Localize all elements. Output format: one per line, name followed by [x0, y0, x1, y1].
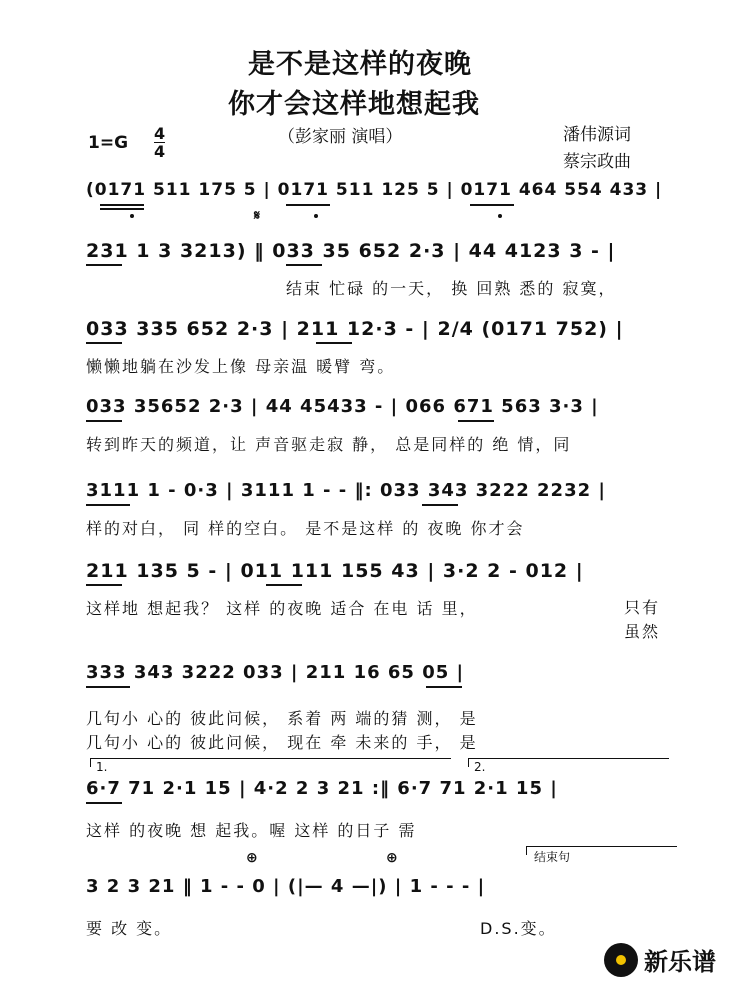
lyricist-credit: 潘伟源词: [563, 125, 631, 145]
notation: 333 343 3222 033 | 211 16 65 05 |: [86, 662, 465, 683]
underline: [286, 204, 330, 206]
staff-row-3: [86, 318, 670, 374]
lyric-ds-line: D.S.变。: [480, 919, 557, 938]
composer-credit: 蔡宗政曲: [563, 152, 631, 172]
song-title-line2: 你才会这样地想起我: [228, 89, 480, 120]
notation: 3 2 3 21 ‖ 1 - - 0 | (|— 4 —|) | 1 - - - |: [86, 876, 486, 897]
lyric-line: 样的对白， 同 样的空白。 是不是这样 的 夜晚 你才会: [86, 519, 525, 538]
octave-dot: [314, 214, 318, 218]
lyric-line: 要 改 变。: [86, 919, 173, 938]
coda-ending-label: 结束句: [534, 850, 571, 864]
underline: [100, 208, 144, 210]
octave-dot: [498, 214, 502, 218]
song-title-line1: 是不是这样的夜晚: [248, 49, 472, 80]
underline: [86, 264, 122, 266]
first-ending-label: 1.: [96, 760, 108, 774]
staff-row-9: [86, 850, 670, 938]
site-logo: [604, 942, 716, 977]
staff-row-8: [86, 760, 670, 840]
notation: (0171 511 175 5 | 0171 511 125 5 | 0171 464 554 433 |: [86, 180, 663, 200]
underline: [86, 342, 122, 344]
underline: [86, 584, 122, 586]
performer-credit: （彭家丽 演唱）: [278, 127, 403, 147]
staff-row-2: [86, 240, 670, 296]
lyric-line: 结束 忙碌 的一天， 换 回熟 悉的 寂寞，: [286, 279, 617, 298]
notation: 033 335 652 2·3 | 211 12·3 - | 2/4 (0171 752) |: [86, 318, 624, 340]
segno-mark: 𝄋: [254, 208, 261, 224]
site-logo-text: 新乐谱: [644, 948, 716, 976]
underline: [86, 504, 130, 506]
lyric-line: 转到昨天的频道，让 声音驱走寂 静， 总是同样的 绝 情，同: [86, 435, 572, 454]
lyric-line: 几句小 心的 彼此问候， 系着 两 端的猜 测， 是: [86, 709, 478, 728]
time-signature-denominator: 4: [154, 142, 166, 161]
underline: [86, 686, 130, 688]
lyric-line: 懒懒地躺在沙发上像 母亲温 暖臂 弯。: [86, 357, 396, 376]
notation: 3111 1 - 0·3 | 3111 1 - - ‖: 033 343 3222 2232 |: [86, 480, 606, 501]
octave-dot: [130, 214, 134, 218]
underline: [266, 584, 302, 586]
time-signature-numerator: 4: [154, 124, 166, 143]
staff-row-6: [86, 560, 670, 641]
lyric-line: 这样地 想起我？ 这样 的夜晚 适合 在电 话 里，: [86, 599, 478, 618]
underline: [426, 686, 462, 688]
lyric-alt-line: 几句小 心的 彼此问候， 现在 牵 未来的 手， 是: [86, 733, 478, 752]
staff-row-4: [86, 396, 670, 452]
underline: [86, 802, 122, 804]
coda-mark: ⊕: [246, 850, 258, 866]
key-signature: 1=G: [88, 133, 129, 153]
underline: [422, 504, 458, 506]
disc-icon: [604, 943, 638, 977]
time-signature: [154, 125, 165, 160]
underline: [458, 420, 494, 422]
first-ending-bracket: [90, 758, 451, 767]
notation: 211 135 5 - | 011 111 155 43 | 3·2 2 - 012 |: [86, 560, 584, 582]
lyric-alt-line: 只有 虽然: [624, 598, 661, 641]
staff-row-5: [86, 480, 670, 536]
underline: [316, 342, 352, 344]
underline: [470, 204, 514, 206]
notation: 231 1 3 3213) ‖ 033 35 652 2·3 | 44 4123 3 - |: [86, 240, 616, 262]
staff-row-7: [86, 662, 670, 752]
second-ending-bracket: [468, 758, 669, 767]
underline: [286, 264, 322, 266]
coda-mark: ⊕: [386, 850, 398, 866]
underline: [100, 204, 144, 206]
lyric-line: 这样 的夜晚 想 起我。喔 这样 的日子 需: [86, 821, 417, 840]
underline: [86, 420, 122, 422]
staff-row-1: [86, 180, 670, 236]
notation: 033 35652 2·3 | 44 45433 - | 066 671 563 3·3 |: [86, 396, 599, 417]
notation: 6·7 71 2·1 15 | 4·2 2 3 21 :‖ 6·7 71 2·1 15 |: [86, 778, 558, 799]
second-ending-label: 2.: [474, 760, 486, 774]
